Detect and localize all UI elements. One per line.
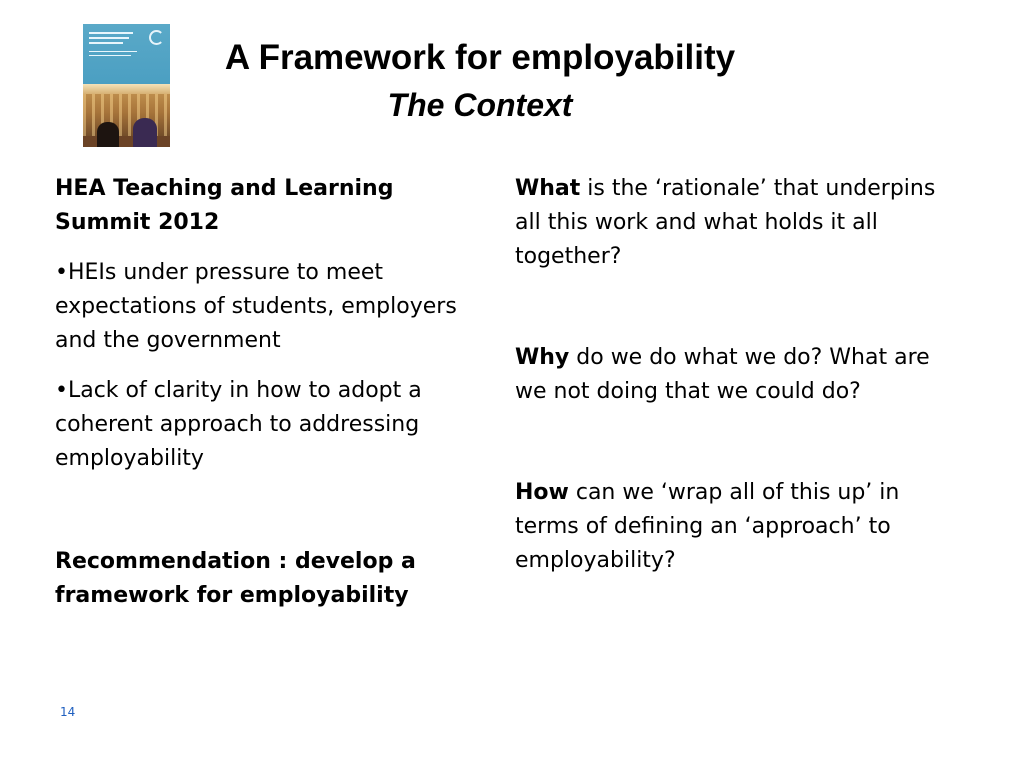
question-keyword: What (515, 176, 581, 201)
question-keyword: Why (515, 345, 570, 370)
bullet-clarity: •Lack of clarity in how to adopt a coherent approach to addressing employability (55, 378, 422, 471)
cover-text-line (89, 32, 133, 34)
question-text: is the ‘rationale’ that underpins all this work and what holds it all together? (515, 176, 936, 269)
cover-text-line (89, 42, 123, 44)
right-column (515, 172, 945, 578)
slide-subtitle: The Context (387, 87, 573, 123)
summit-heading: HEA Teaching and Learning Summit 2012 (55, 176, 394, 235)
recommendation-text: Recommendation : develop a framework for employability (55, 549, 416, 608)
cover-text-line (89, 37, 129, 39)
question-how (515, 476, 945, 578)
question-what (515, 172, 945, 274)
left-column (55, 172, 480, 613)
question-text: can we ‘wrap all of this up’ in terms of defining an ‘approach’ to employability? (515, 480, 900, 573)
cover-text-line (89, 55, 131, 56)
bullet-pressure: •HEIs under pressure to meet expectations of students, employers and the government (55, 260, 457, 353)
cover-person-icon (97, 122, 119, 147)
slide-title: A Framework for employability (224, 38, 736, 77)
slide-number: 14 (60, 705, 76, 719)
question-keyword: How (515, 480, 569, 505)
question-why (515, 341, 945, 409)
question-text: do we do what we do? What are we not doing that we could do? (515, 345, 930, 404)
